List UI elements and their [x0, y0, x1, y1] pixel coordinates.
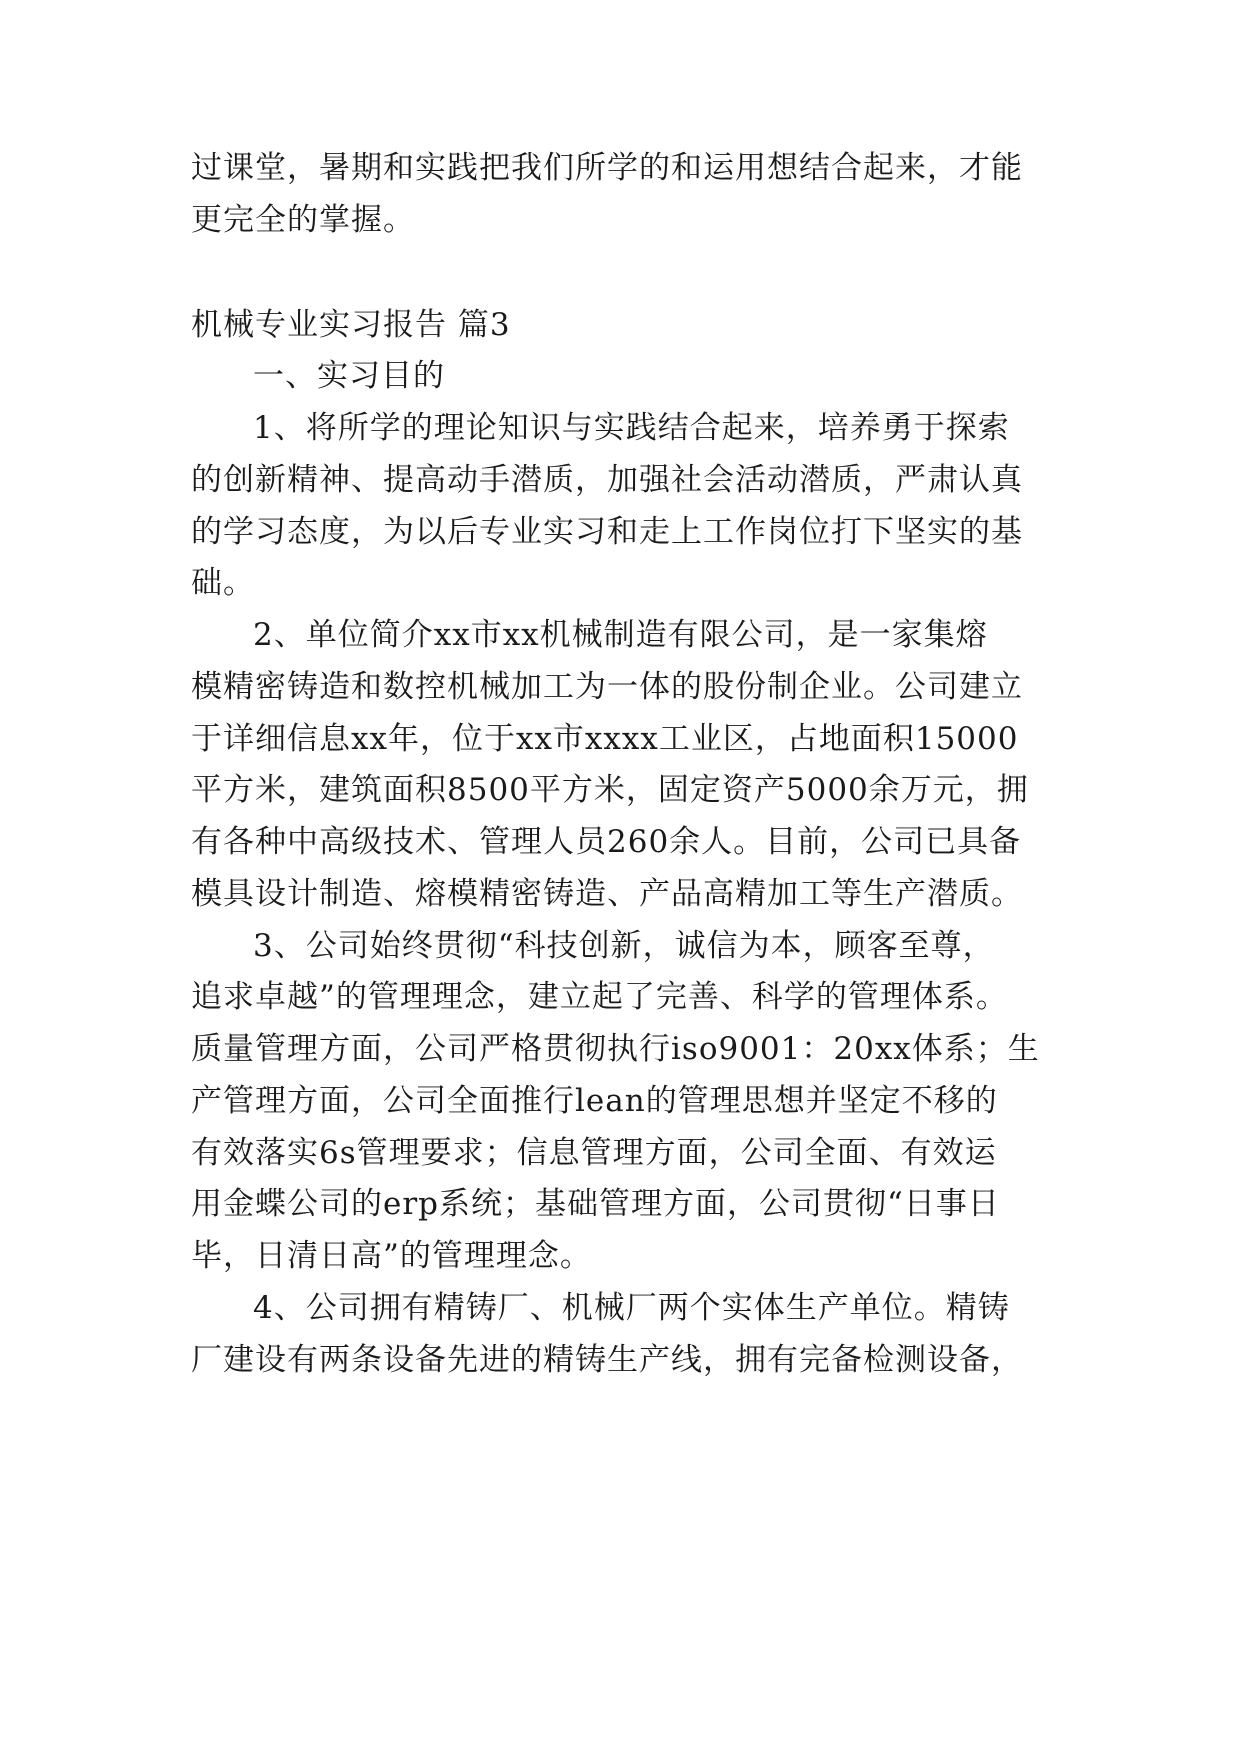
paragraph-line: 的创新精神、提高动手潜质，加强社会活动潜质，严肃认真: [191, 462, 1023, 498]
paragraph-line: 2、单位简介xx市xx机械制造有限公司，是一家集熔: [253, 617, 988, 653]
paragraph-line: 更完全的掌握。: [191, 202, 415, 238]
section-heading: 一、实习目的: [253, 358, 445, 394]
paragraph-line: 追求卓越”的管理理念，建立起了完善、科学的管理体系。: [191, 979, 1008, 1015]
paragraph-line: 用金蝶公司的erp系统；基础管理方面，公司贯彻“日事日: [191, 1186, 1000, 1222]
paragraph-line: 1、将所学的理论知识与实践结合起来，培养勇于探索: [253, 410, 1010, 446]
paragraph-line: 产管理方面，公司全面推行lean的管理思想并坚定不移的: [191, 1083, 998, 1119]
paragraph-line: 毕，日清日高”的管理理念。: [191, 1238, 592, 1274]
paragraph-line: 于详细信息xx年，位于xx市xxxx工业区，占地面积15000: [191, 721, 1019, 757]
paragraph-line: 质量管理方面，公司严格贯彻执行iso9001：20xx体系；生: [191, 1031, 1040, 1067]
paragraph-line: 的学习态度，为以后专业实习和走上工作岗位打下坚实的基: [191, 514, 1023, 550]
paragraph-line: 础。: [191, 565, 255, 601]
paragraph-line: 过课堂，暑期和实践把我们所学的和运用想结合起来，才能: [191, 150, 1023, 186]
paragraph-line: 有效落实6s管理要求；信息管理方面，公司全面、有效运: [191, 1135, 997, 1171]
paragraph-line: 有各种中高级技术、管理人员260余人。目前，公司已具备: [191, 824, 1022, 860]
paragraph-line: 模精密铸造和数控机械加工为一体的股份制企业。公司建立: [191, 669, 1023, 705]
paragraph-line: 模具设计制造、熔模精密铸造、产品高精加工等生产潜质。: [191, 876, 1023, 912]
paragraph-line: 厂建设有两条设备先进的精铸生产线，拥有完备检测设备，: [191, 1342, 1023, 1378]
paragraph-line: 4、公司拥有精铸厂、机械厂两个实体生产单位。精铸: [253, 1290, 1010, 1326]
section-title: 机械专业实习报告 篇3: [191, 307, 511, 343]
paragraph-line: 平方米，建筑面积8500平方米，固定资产5000余万元，拥: [191, 772, 1029, 808]
paragraph-line: 3、公司始终贯彻“科技创新，诚信为本，顾客至尊，: [253, 928, 995, 964]
